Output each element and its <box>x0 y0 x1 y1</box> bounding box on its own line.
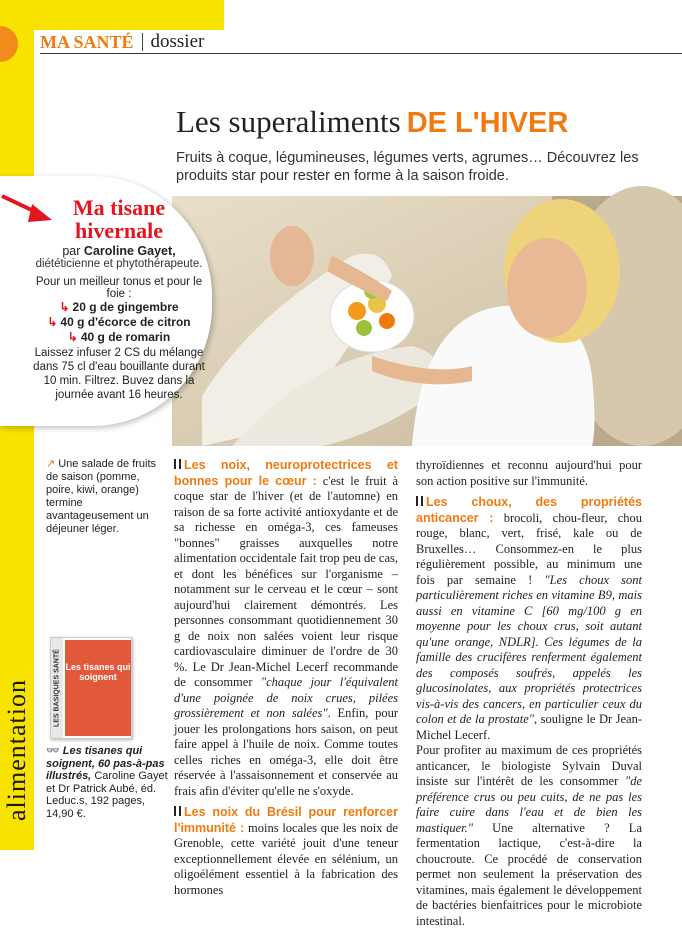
bullet-bars-icon <box>174 806 181 816</box>
tisane-byline <box>26 244 212 258</box>
book-cover-image <box>50 637 132 739</box>
red-arrow-icon <box>0 190 60 235</box>
title-accent: DE L'HIVER <box>406 107 569 139</box>
tisane-instructions: Laissez infuser 2 CS du mélange dans 75 cl d'eau bouillante durant 10 min. Filtrez. Buvez dans la journée avant 16 heures. <box>33 347 205 401</box>
byline-prefix: par <box>62 244 81 258</box>
paragraph <box>416 495 642 743</box>
body-text: . Enfin, pour jouer les prolongations hors saison, on peut faire appel à l'huile de noix. Comme toutes celles riches en oméga-3, elle doit être réservée à l'assaisonnement et conservée au frais afin d'éviter qu'elle ne s'oxyde. <box>174 706 398 798</box>
body-text: Pour profiter au maximum de ces propriétés anticancer, le biologiste Sylvain Duval insiste sur l'intérêt de les consommer <box>416 743 642 788</box>
subheading-text: Les noix, neuroprotectrices et bonnes pour le cœur : <box>174 458 398 488</box>
woman-eating-fruit-photo <box>172 196 682 446</box>
tisane-title-line1: Ma tisane <box>72 195 166 220</box>
photo-caption <box>46 458 168 536</box>
ingredient-item <box>26 300 212 315</box>
quote-text: "de préférence crus ou peu cuits, de ne pas les faire cuire dans l'eau et de bien les mastiquer." <box>416 774 643 835</box>
page-title <box>176 104 568 140</box>
book-title: Les tisanes qui soignent, 60 pas-à-pas illustrés, <box>46 745 165 782</box>
curved-arrow-icon: ↳ <box>59 300 70 314</box>
body-text: thyroïdiennes et reconnu aujourd'hui pour son action positive sur l'immunité. <box>416 458 642 488</box>
subheading-text: Les noix du Brésil pour renforcer l'immunité : <box>174 805 398 835</box>
section-label: alimentation <box>2 679 31 821</box>
body-text: moins locales que les noix de Grenoble, cette variété jouit d'une teneur exceptionnellement élevée en sélénium, un oligoélément essentiel à la fabrication des hormones <box>174 820 398 897</box>
body-text: brocoli, chou-fleur, chou rouge, blanc, vert, frisé, kale ou de Bruxelles… Consommez-en le plus régulièrement possible, au minimum une fois par semaine ! <box>416 510 642 587</box>
book-caption <box>46 745 171 820</box>
author-role: diététicienne et phytothérapeute. <box>35 258 203 270</box>
arrow-icon: ↗ <box>46 458 56 470</box>
ingredient-item <box>26 330 212 345</box>
book-details: Caroline Gayet et Dr Patrick Aubé, éd. Leduc.s, 192 pages, 14,90 €. <box>46 770 168 820</box>
rubric-label: MA SANTÉ <box>40 31 134 52</box>
tisane-intro: Pour un meilleur tonus et pour le foie : <box>35 276 203 300</box>
book-cover-title: Les tisanes qui soignent <box>65 640 131 736</box>
tisane-title-line2: hivernale <box>75 218 163 243</box>
header-separator <box>142 33 143 51</box>
article-column-1 <box>174 458 398 904</box>
paragraph <box>416 743 642 929</box>
bullet-bars-icon <box>174 459 181 469</box>
article-column-2 <box>416 458 642 929</box>
ingredient-item <box>26 315 212 330</box>
author-name: Caroline Gayet, <box>83 244 176 258</box>
lead-paragraph: Fruits à coque, légumineuses, légumes verts, agrumes… Découvrez les produits star pour rester en forme à la saison froide. <box>176 150 639 184</box>
curved-arrow-icon: ↳ <box>67 330 78 344</box>
body-text: , souligne le Dr Jean-Michel Lecerf. <box>416 712 642 742</box>
section-name: dossier <box>150 31 205 52</box>
caption-text: Une salade de fruits de saison (pomme, poire, kiwi, orange) termine avantageusement un déjeuner léger. <box>46 458 157 535</box>
title-main: Les superaliments <box>176 104 401 139</box>
quote-text: "Les choux sont particulièrement riches en vitamine B9, mais aussi en vitamine C [60 mg/100 g en moyenne pour les choux crus, soit autant qu'une orange, NDLR]. Ces légumes de la famille des crucifères renferment également des composés soufrés, appelés les glucosinolates, aux propriétés protectrices vis-à-vis des cancers, en particulier ceux du colon et de la prostate" <box>416 572 643 726</box>
paragraph <box>174 458 398 799</box>
curved-arrow-icon: ↳ <box>47 315 58 329</box>
ingredient-text: 40 g d'écorce de citron <box>60 315 191 329</box>
body-text: c'est le fruit à coque star de l'hiver (et de l'automne) en raison de sa forte activité antioxydante et de sa richesse en oméga-3, ces fameuses "bonnes" graisses auxquelles notre alimentation occidentale fait trop peu de cas, et dont les bénéfices sur l'organisme – notamment sur le cerveau et le cœur – sont aujourd'hui clairement démontrés. Les personnes consommant quotidiennement 30 g de noix non salées voient leur risque cardiovasculaire diminuer de l'ordre de 30 %. Le Dr Jean-Michel Lecerf recommande de consommer <box>174 473 399 689</box>
bullet-bars-icon <box>416 496 423 506</box>
yellow-header-band <box>34 0 224 30</box>
body-text: Une alternative ? La fermentation lactique, c'est-à-dire la choucroute. Ce procédé de conservation permet non seulement la préservation des vitamines, mais également le développement de bactéries bienfaitrices pour le microbiote intestinal. <box>416 820 642 928</box>
page-header <box>40 30 204 54</box>
quote-text: "chaque jour l'équivalent d'une poignée de noix crues, pilées grossièrement et non salées" <box>174 675 398 720</box>
book-spine: LES BASIQUES SANTÉ <box>51 638 63 738</box>
ingredient-text: 40 g de romarin <box>80 330 171 344</box>
ingredient-text: 20 g de gingembre <box>72 300 179 314</box>
paragraph <box>174 805 398 898</box>
header-rule <box>40 53 682 54</box>
glasses-icon: 👓 <box>46 745 60 757</box>
subheading-text: Les choux, des propriétés anticancer : <box>416 495 642 525</box>
